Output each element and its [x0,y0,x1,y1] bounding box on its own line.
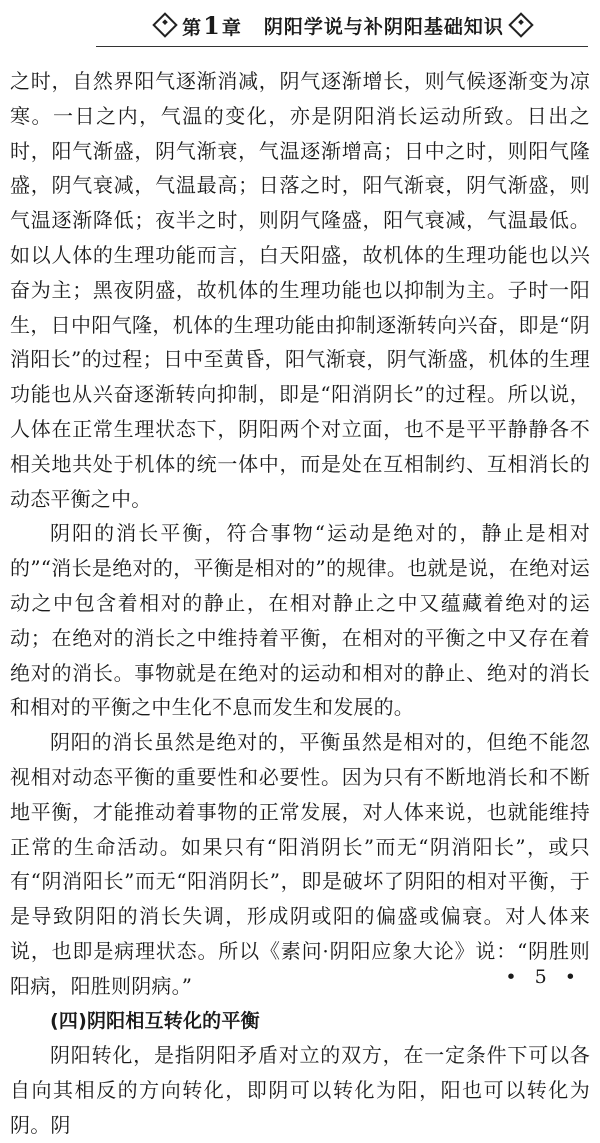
paragraph-continued: 之时，自然界阳气逐渐消减，阴气逐渐增长，则气候逐渐变为凉寒。一日之内，气温的变化，亦是阴阳消长运动所致。日出之时，阳气渐盛，阴气渐衰，气温逐渐增高；日中之时，则阳气隆盛，阴气衰减，气温最高；日落之时，阳气渐衰，阴气渐盛，则气温逐渐降低；夜半之时，则阴气隆盛，阳气衰减，气温最低。如以人体的生理功能而言，白天阳盛，故机体的生理功能也以兴奋为主；黑夜阴盛，故机体的生理功能也以抑制为主。子时一阳生，日中阳气隆，机体的生理功能由抑制逐渐转向兴奋，即是“阴消阳长”的过程；日中至黄昏，阳气渐衰，阴气渐盛，机体的生理功能也从兴奋逐渐转向抑制，即是“阳消阴长”的过程。所以说，人体在正常生理状态下，阴阳两个对立面，也不是平平静静各不相关地共处于机体的统一体中，而是处在互相制约、互相消长的动态平衡之中。 [10,69,590,511]
header-title-bar [96,10,590,40]
paragraph-final: 阴阳转化，是指阴阳矛盾对立的双方，在一定条件下可以各自向其相反的方向转化，即阴可以转化为阳，阳也可以转化为阴。阴 [10,1043,590,1137]
chapter-prefix: 第 [182,16,203,39]
running-header [0,0,600,52]
diamond-ornament-left-icon [152,12,177,37]
chapter-number: 1 [203,10,221,40]
chapter-title: 阴阳学说与补阴阳基础知识 [263,15,504,38]
chapter-suffix: 章 [221,16,242,39]
page-body [10,64,590,1143]
paragraph: 阴阳的消长平衡，符合事物“运动是绝对的，静止是相对的”“消长是绝对的，平衡是相对的”的规律。也就是说，在绝对运动之中包含着相对的静止，在相对静止之中又蕴藏着绝对的运动；在绝对的消长之中维持着平衡，在相对的平衡之中又存在着绝对的消长。事物就是在绝对的运动和相对的静止、绝对的消长和相对的平衡之中生化不息而发生和发展的。 [10,521,590,720]
chapter-label [182,11,242,40]
paragraph: 阴阳的消长虽然是绝对的，平衡虽然是相对的，但绝不能忽视相对动态平衡的重要性和必要性。因为只有不断地消长和不断地平衡，才能推动着事物的正常发展，对人体来说，也就能维持正常的生命活动。如果只有“阳消阴长”而无“阴消阳长”，或只有“阴消阳长”而无“阳消阴长”，即是破坏了阴阳的相对平衡，于是导致阴阳的消长失调，形成阴或阳的偏盛或偏衰。对人体来说，也即是病理状态。所以《素问·阴阳应象大论》说：“阴胜则阳病，阳胜则阴病。” [10,730,590,998]
section-heading: (四)阴阳相互转化的平衡 [50,1009,260,1032]
diamond-ornament-right-icon [508,12,533,37]
header-divider [96,46,588,47]
page-number: • 5 • [505,966,582,988]
